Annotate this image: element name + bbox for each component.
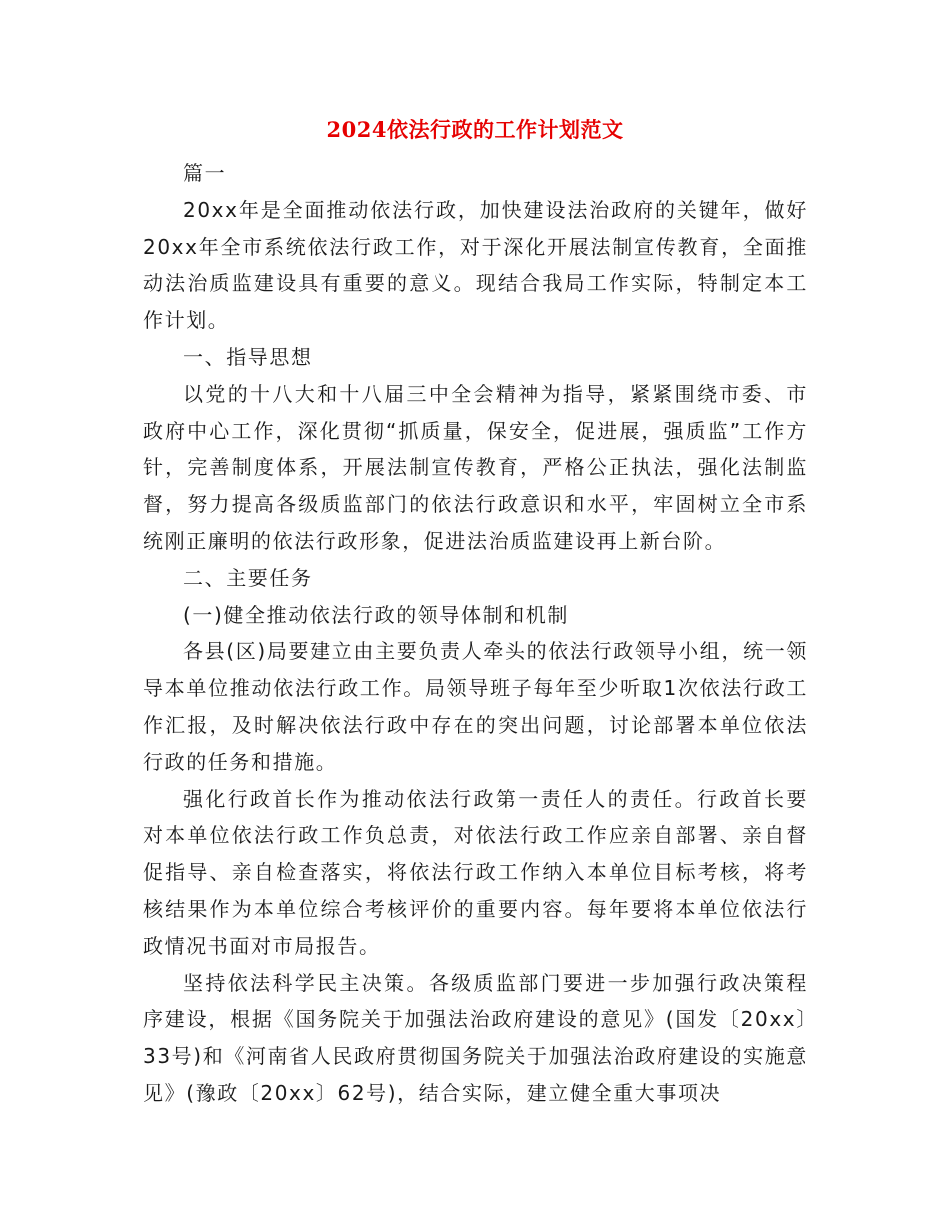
document-body: [143, 155, 808, 1112]
paragraph-chief-responsibility: 强化行政首长作为推动依法行政第一责任人的责任。行政首长要对本单位依法行政工作负总责，对依法行政工作应亲自部署、亲自督促指导、亲自检查落实，将依法行政工作纳入本单位目标考核，将考核结果作为本单位综合考核评价的重要内容。每年要将本单位依法行政情况书面对市局报告。: [143, 786, 808, 958]
paragraph-intro: 20xx年是全面推动依法行政，加快建设法治政府的关键年，做好20xx年全市系统依法行政工作，对于深化开展法制宣传教育，全面推动法治质监建设具有重要的意义。现结合我局工作实际，特制定本工作计划。: [143, 197, 808, 333]
document-title: 2024依法行政的工作计划范文: [326, 117, 624, 142]
paragraph-leadership-group: 各县(区)局要建立由主要负责人牵头的依法行政领导小组，统一领导本单位推动依法行政工作。局领导班子每年至少听取1次依法行政工作汇报，及时解决依法行政中存在的突出问题，讨论部署本单位依法行政的任务和措施。: [143, 639, 808, 774]
subheading-leadership-system: (一)健全推动依法行政的领导体制和机制: [183, 602, 570, 627]
section-label: 篇一: [183, 161, 227, 185]
heading-guiding-ideology: 一、指导思想: [183, 344, 313, 369]
heading-main-tasks: 二、主要任务: [183, 565, 313, 590]
paragraph-scientific-decision: 坚持依法科学民主决策。各级质监部门要进一步加强行政决策程序建设，根据《国务院关于加强法治政府建设的意见》(国发〔20xx〕33号)和《河南省人民政府贯彻国务院关于加强法治政府建设的实施意见》(豫政〔20xx〕62号)，结合实际，建立健全重大事项决: [143, 970, 808, 1105]
paragraph-guiding-ideology: 以党的十八大和十八届三中全会精神为指导，紧紧围绕市委、市政府中心工作，深化贯彻“抓质量，保安全，促进展，强质监”工作方针，完善制度体系，开展法制宣传教育，严格公正执法，强化法制监督，努力提高各级质监部门的依法行政意识和水平，牢固树立全市系统刚正廉明的依法行政形象，促进法治质监建设再上新台阶。: [143, 381, 808, 553]
